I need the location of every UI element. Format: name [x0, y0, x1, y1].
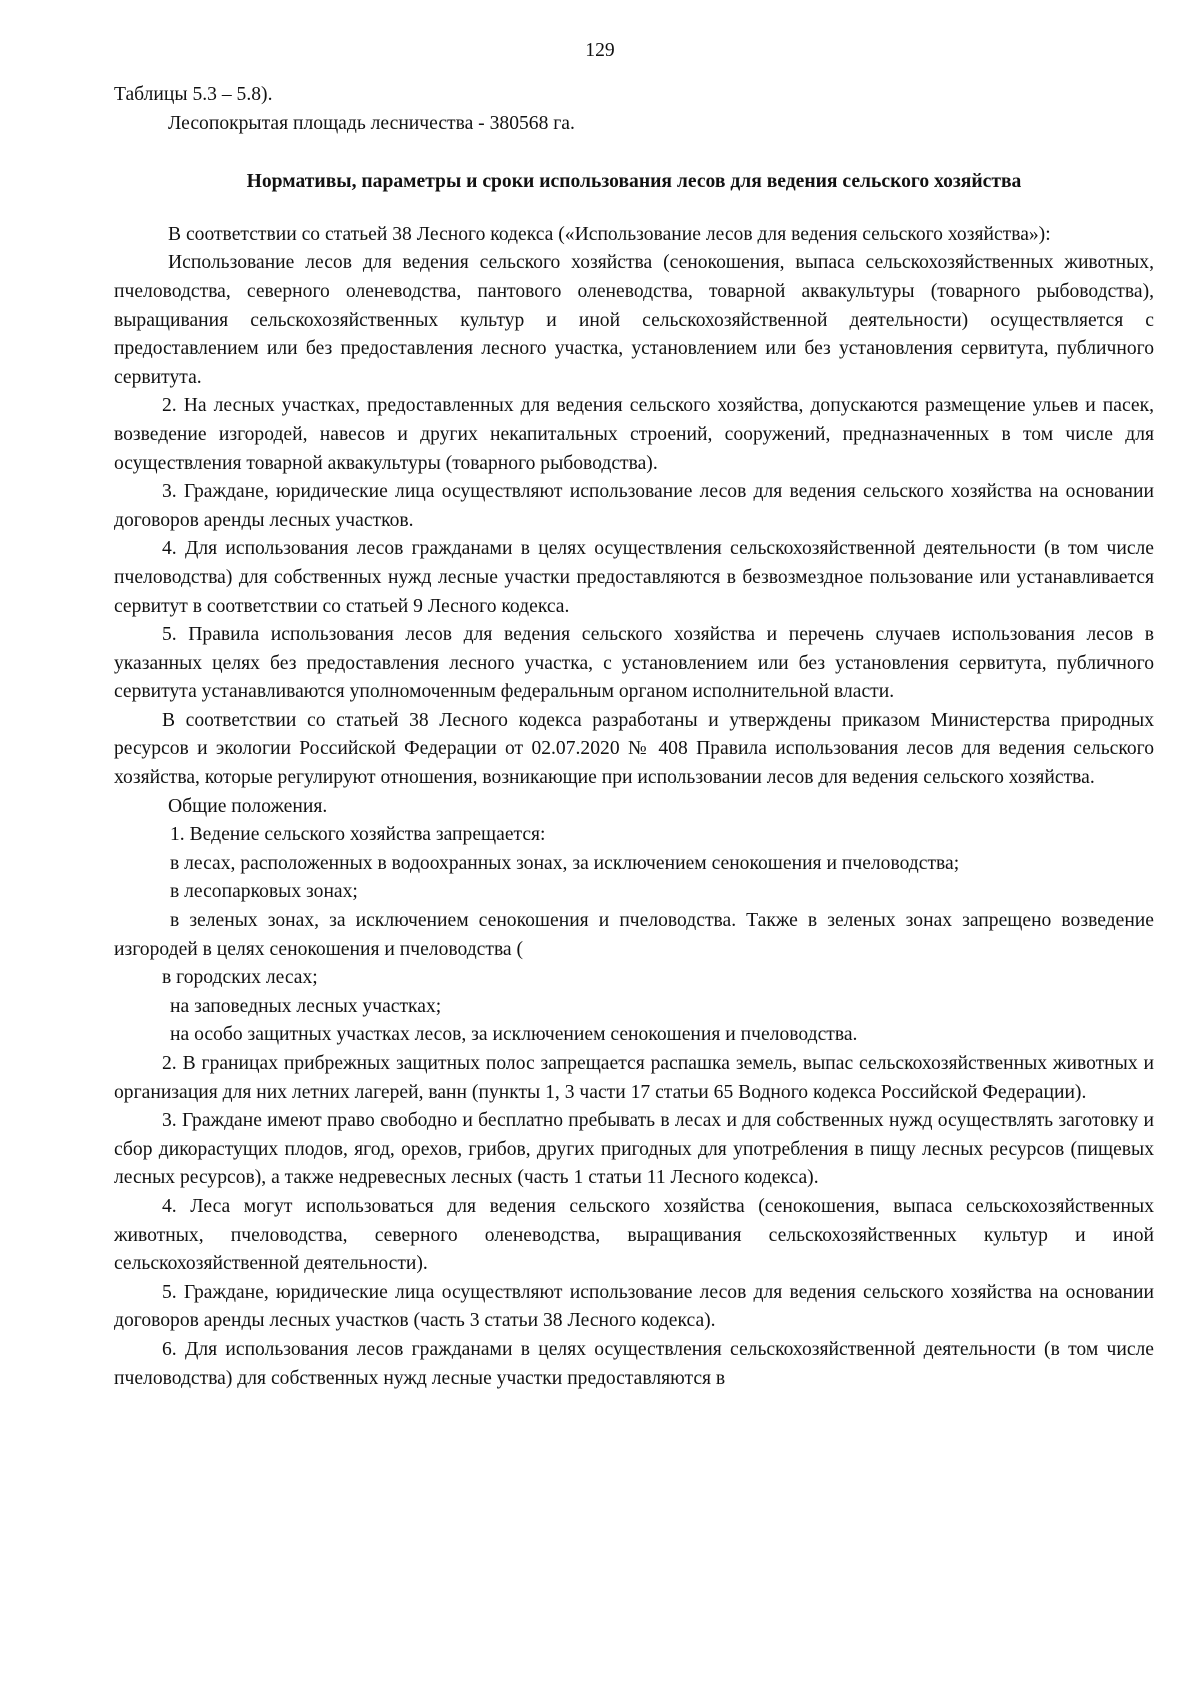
paragraph: 3. Граждане имеют право свободно и бесплатно пребывать в лесах и для собственных нужд осуществлять заготовку и сбор дикорастущих плодов, ягод, орехов, грибов, других пригодных для употребления в пищу лесных ресурсов (пищевых лесных ресурсов), а также недревесных лесных (часть 1 статьи 11 Лесного кодекса).	[114, 1110, 1154, 1189]
paragraph: 6. Для использования лесов гражданами в целях осуществления сельскохозяйственной деятельности (в том числе пчеловодства) для собственных нужд лесные участки предоставляются в	[114, 1338, 1154, 1389]
page-number: 129	[585, 40, 615, 61]
list-item: в зеленых зонах, за исключением сенокошения и пчеловодства. Также в зеленых зонах запрещено возведение изгородей в целях сенокошения и пчеловодства (	[114, 910, 1154, 960]
paragraph: В соответствии со статьей 38 Лесного кодекса («Использование лесов для ведения сельского хозяйства»):	[168, 223, 1051, 245]
paragraph: 2. На лесных участках, предоставленных для ведения сельского хозяйства, допускаются размещение ульев и пасек, возведение изгородей, навесов и других некапитальных строений, сооружений, предназначенных в том числе для осуществления товарной аквакультуры (товарного рыбоводства).	[114, 395, 1154, 474]
list-item: на особо защитных участках лесов, за исключением сенокошения и пчеловодства.	[170, 1024, 858, 1046]
list-item: на заповедных лесных участках;	[170, 995, 442, 1017]
section-heading: Нормативы, параметры и сроки использования лесов для ведения сельского хозяйства	[246, 171, 1022, 193]
paragraph: 2. В границах прибрежных защитных полос запрещается распашка земель, выпас сельскохозяйственных животных и организация для них летних лагерей, ванн (пункты 1, 3 части 17 статьи 65 Водного кодекса Российской Федерации).	[114, 1053, 1154, 1103]
paragraph: В соответствии со статьей 38 Лесного кодекса разработаны и утверждены приказом Министерства природных ресурсов и экологии Российской Федерации от 02.07.2020 № 408 Правила использования лесов для ведения сельского хозяйства, которые регулируют отношения, возникающие при использовании лесов для ведения сельского хозяйства.	[114, 709, 1154, 789]
paragraph: 5. Граждане, юридические лица осуществляют использование лесов для ведения сельского хозяйства на основании договоров аренды лесных участков (часть 3 статьи 38 Лесного кодекса).	[114, 1281, 1154, 1332]
paragraph: 4. Леса могут использоваться для ведения сельского хозяйства (сенокошения, выпаса сельскохозяйственных животных, пчеловодства, северного оленеводства, выращивания сельскохозяйственных культур и иной сельскохозяйственной деятельности).	[114, 1195, 1154, 1275]
paragraph: 3. Граждане, юридические лица осуществляют использование лесов для ведения сельского хозяйства на основании договоров аренды лесных участков.	[114, 481, 1154, 531]
paragraph: Общие положения.	[168, 795, 328, 817]
list-item: в городских лесах;	[162, 967, 318, 989]
list-item: в лесах, расположенных в водоохранных зонах, за исключением сенокошения и пчеловодства;	[170, 852, 960, 874]
paragraph-table-ref: Таблицы 5.3 – 5.8).	[114, 84, 273, 105]
paragraph: 4. Для использования лесов гражданами в целях осуществления сельскохозяйственной деятельности (в том числе пчеловодства) для собственных нужд лесные участки предоставляются в безвозмездное пользование или устанавливается сервитут в соответствии со статьей 9 Лесного кодекса.	[114, 538, 1154, 617]
paragraph: Использование лесов для ведения сельского хозяйства (сенокошения, выпаса сельскохозяйственных животных, пчеловодства, северного оленеводства, пантового оленеводства, товарной аквакультуры (товарного рыбоводства), выращивания сельскохозяйственных культур и иной сельскохозяйственной деятельности) осуществляется с предоставлением или без предоставления лесного участка, установлением или без установления сервитута, публичного сервитута.	[114, 252, 1154, 388]
paragraph-forest-area: Лесопокрытая площадь лесничества - 380568 га.	[168, 112, 575, 134]
paragraph: 5. Правила использования лесов для ведения сельского хозяйства и перечень случаев использования лесов в указанных целях без предоставления лесного участка, с установлением или без установления сервитута, публичного сервитута устанавливаются уполномоченным федеральным органом исполнительной власти.	[114, 624, 1154, 703]
document-body	[114, 81, 1154, 1393]
list-item: 1. Ведение сельского хозяйства запрещается:	[170, 824, 546, 846]
list-item: в лесопарковых зонах;	[170, 881, 358, 903]
